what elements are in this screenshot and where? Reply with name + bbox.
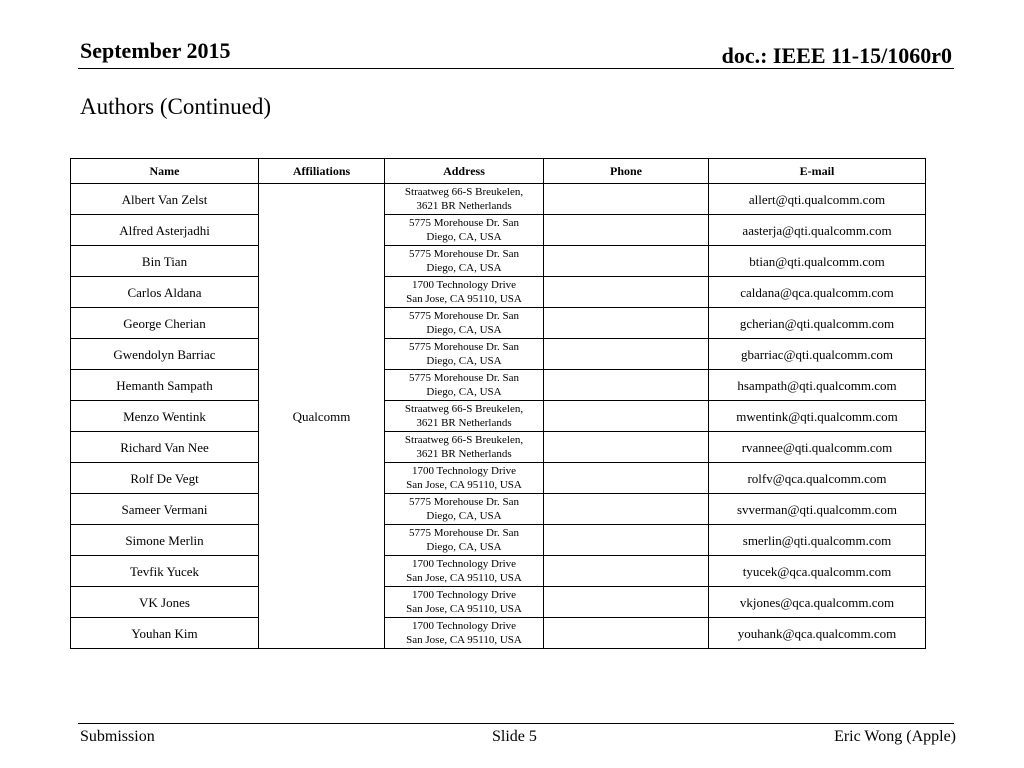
address-line: 5775 Morehouse Dr. San: [409, 248, 519, 260]
address-line: 3621 BR Netherlands: [416, 417, 512, 429]
author-address: [385, 401, 544, 432]
table-row: [71, 587, 926, 618]
table-header-row: [71, 159, 926, 184]
address-line: San Jose, CA 95110, USA: [406, 479, 522, 491]
author-address: [385, 432, 544, 463]
author-phone: [544, 432, 709, 463]
column-header-address: Address: [385, 159, 544, 184]
table-row: [71, 215, 926, 246]
table-row: [71, 308, 926, 339]
author-name: Alfred Asterjadhi: [71, 215, 259, 246]
author-name: VK Jones: [71, 587, 259, 618]
author-email: hsampath@qti.qualcomm.com: [709, 370, 926, 401]
author-email: allert@qti.qualcomm.com: [709, 184, 926, 215]
author-name: Sameer Vermani: [71, 494, 259, 525]
author-name: George Cherian: [71, 308, 259, 339]
header-divider: [78, 68, 954, 69]
author-phone: [544, 184, 709, 215]
author-email: youhank@qca.qualcomm.com: [709, 618, 926, 649]
authors-table-body: [71, 184, 926, 649]
table-row: [71, 370, 926, 401]
author-email: rvannee@qti.qualcomm.com: [709, 432, 926, 463]
address-line: Diego, CA, USA: [426, 355, 502, 367]
address-line: 5775 Morehouse Dr. San: [409, 341, 519, 353]
author-address: [385, 308, 544, 339]
author-phone: [544, 494, 709, 525]
author-address: [385, 587, 544, 618]
address-line: San Jose, CA 95110, USA: [406, 572, 522, 584]
author-address: [385, 370, 544, 401]
author-name: Albert Van Zelst: [71, 184, 259, 215]
author-name: Richard Van Nee: [71, 432, 259, 463]
author-address: [385, 556, 544, 587]
table-row: [71, 339, 926, 370]
author-name: Gwendolyn Barriac: [71, 339, 259, 370]
table-row: [71, 184, 926, 215]
address-line: Diego, CA, USA: [426, 231, 502, 243]
author-phone: [544, 370, 709, 401]
author-email: btian@qti.qualcomm.com: [709, 246, 926, 277]
author-email: caldana@qca.qualcomm.com: [709, 277, 926, 308]
header-doc-id: doc.: IEEE 11-15/1060r0: [721, 43, 952, 68]
address-line: 1700 Technology Drive: [411, 558, 517, 570]
author-address: [385, 339, 544, 370]
address-line: 1700 Technology Drive: [411, 620, 517, 632]
address-line: Diego, CA, USA: [426, 386, 502, 398]
author-email: rolfv@qca.qualcomm.com: [709, 463, 926, 494]
address-line: Diego, CA, USA: [426, 510, 502, 522]
address-line: 5775 Morehouse Dr. San: [409, 496, 519, 508]
table-row: [71, 556, 926, 587]
address-line: 3621 BR Netherlands: [416, 448, 512, 460]
author-email: vkjones@qca.qualcomm.com: [709, 587, 926, 618]
author-phone: [544, 587, 709, 618]
authors-table: [70, 158, 926, 649]
column-header-affiliations: Affiliations: [259, 159, 385, 184]
author-phone: [544, 463, 709, 494]
address-line: 1700 Technology Drive: [411, 465, 517, 477]
author-phone: [544, 215, 709, 246]
address-line: Diego, CA, USA: [426, 541, 502, 553]
author-phone: [544, 339, 709, 370]
footer-divider: [78, 723, 954, 724]
author-phone: [544, 308, 709, 339]
footer-submission: Submission: [80, 728, 155, 745]
table-row: [71, 432, 926, 463]
column-header-name: Name: [71, 159, 259, 184]
author-name: Rolf De Vegt: [71, 463, 259, 494]
author-address: [385, 246, 544, 277]
author-address: [385, 463, 544, 494]
author-address: [385, 494, 544, 525]
author-name: Menzo Wentink: [71, 401, 259, 432]
slide-title: Authors (Continued): [80, 94, 272, 119]
address-line: Diego, CA, USA: [426, 324, 502, 336]
author-name: Hemanth Sampath: [71, 370, 259, 401]
address-line: 1700 Technology Drive: [411, 279, 517, 291]
address-line: Straatweg 66-S Breukelen,: [404, 186, 524, 198]
address-line: 5775 Morehouse Dr. San: [409, 217, 519, 229]
table-row: [71, 277, 926, 308]
table-row: [71, 618, 926, 649]
table-row: [71, 525, 926, 556]
address-line: 1700 Technology Drive: [411, 589, 517, 601]
table-row: [71, 463, 926, 494]
address-line: 5775 Morehouse Dr. San: [409, 310, 519, 322]
author-email: aasterja@qti.qualcomm.com: [709, 215, 926, 246]
author-affiliation: Qualcomm: [259, 184, 385, 649]
author-phone: [544, 556, 709, 587]
author-name: Carlos Aldana: [71, 277, 259, 308]
author-email: mwentink@qti.qualcomm.com: [709, 401, 926, 432]
author-address: [385, 215, 544, 246]
footer-slide-number: Slide 5: [492, 728, 537, 745]
author-phone: [544, 277, 709, 308]
footer-author: Eric Wong (Apple): [834, 728, 956, 745]
address-line: Straatweg 66-S Breukelen,: [404, 403, 524, 415]
address-line: San Jose, CA 95110, USA: [406, 603, 522, 615]
author-phone: [544, 401, 709, 432]
author-phone: [544, 525, 709, 556]
column-header-phone: Phone: [544, 159, 709, 184]
author-email: tyucek@qca.qualcomm.com: [709, 556, 926, 587]
address-line: Straatweg 66-S Breukelen,: [404, 434, 524, 446]
author-address: [385, 618, 544, 649]
author-name: Youhan Kim: [71, 618, 259, 649]
author-email: gcherian@qti.qualcomm.com: [709, 308, 926, 339]
address-line: Diego, CA, USA: [426, 262, 502, 274]
author-email: gbarriac@qti.qualcomm.com: [709, 339, 926, 370]
address-line: San Jose, CA 95110, USA: [406, 293, 522, 305]
column-header-email: E-mail: [709, 159, 926, 184]
address-line: 5775 Morehouse Dr. San: [409, 372, 519, 384]
table-row: [71, 494, 926, 525]
author-email: svverman@qti.qualcomm.com: [709, 494, 926, 525]
address-line: 5775 Morehouse Dr. San: [409, 527, 519, 539]
table-row: [71, 401, 926, 432]
header-date: September 2015: [80, 38, 231, 63]
author-name: Simone Merlin: [71, 525, 259, 556]
author-email: smerlin@qti.qualcomm.com: [709, 525, 926, 556]
author-phone: [544, 618, 709, 649]
author-name: Tevfik Yucek: [71, 556, 259, 587]
author-address: [385, 525, 544, 556]
author-phone: [544, 246, 709, 277]
author-name: Bin Tian: [71, 246, 259, 277]
author-address: [385, 184, 544, 215]
author-address: [385, 277, 544, 308]
address-line: San Jose, CA 95110, USA: [406, 634, 522, 646]
table-row: [71, 246, 926, 277]
address-line: 3621 BR Netherlands: [416, 200, 512, 212]
